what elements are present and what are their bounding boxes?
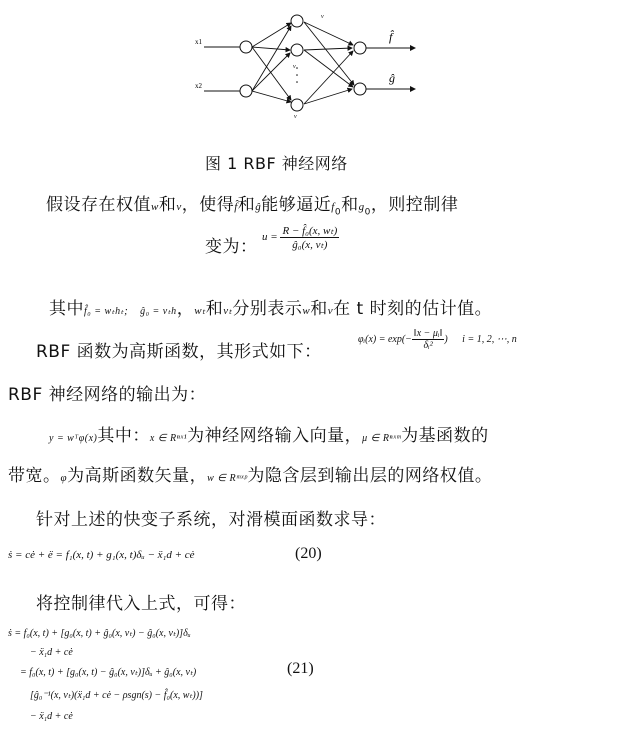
symbol-ghat: ĝ xyxy=(255,201,262,213)
para1-and-2: 和 xyxy=(237,195,256,215)
gaussian-numerator: ‖x − μᵢ‖ xyxy=(413,328,443,339)
para5-text-2: 为神经网络输入向量， xyxy=(187,426,363,446)
equation-20: ṡ = cė + ë = f₁(x, t) + g₁(x, t)δᵤ − ẍ₁d + cė xyxy=(8,549,195,561)
output-node-2 xyxy=(354,83,366,95)
symbol-g0: g xyxy=(358,201,365,213)
network-output-equation: y = wᵀφ(x) xyxy=(49,433,98,444)
para1-and-3: 和 xyxy=(341,195,359,215)
symbol-g0-sub: 0 xyxy=(364,207,371,218)
symbol-v: v xyxy=(176,201,182,213)
para1-line1 xyxy=(46,190,458,217)
hidden-label-1: v xyxy=(321,14,324,20)
para1-text-b: ，使得 xyxy=(181,195,235,215)
symbol-w: w xyxy=(151,201,159,213)
para5-line2 xyxy=(8,461,492,486)
output-label-f: f̂ xyxy=(389,30,393,44)
para5-text-5: 为高斯函数矢量， xyxy=(67,466,208,486)
equation-21-line-5: − ẍ₁d + cė xyxy=(30,711,73,722)
input-label-x1: x1 xyxy=(195,38,202,46)
equation-21-line-2: − ẍ₁d + cė xyxy=(30,647,73,658)
output-label-g: ĝ xyxy=(389,71,395,85)
para1-and-1: 和 xyxy=(158,195,177,215)
para7-text: 将控制律代入上式，可得： xyxy=(36,594,246,614)
hidden-node-2 xyxy=(291,44,303,56)
para1-text-d: ，则控制律 xyxy=(370,195,459,215)
gaussian-lhs: φᵢ(x) = exp(− xyxy=(358,333,412,345)
para4-text: RBF 神经网络的输出为： xyxy=(8,385,207,405)
para5-text-1: 其中： xyxy=(97,426,150,446)
hidden-node-1 xyxy=(291,15,303,27)
symbol-f0-sub: 0 xyxy=(334,207,342,218)
mu-domain: μ ∈ Rⁿˣᵐ xyxy=(362,433,402,444)
input-label-x2: x2 xyxy=(195,82,202,90)
equation-21-line-1: ṡ = f₀(x, t) + [g₀(x, t) + ĝ₀(x, vₜ) − ĝ₀(x, vₜ)]δᵤ xyxy=(8,628,191,639)
gaussian-close: ) xyxy=(444,333,448,345)
input-node-2 xyxy=(240,85,252,97)
para5-text-6: 为隐含层到输出层的网络权值。 xyxy=(247,466,493,486)
hidden-label-2: v xyxy=(293,64,296,70)
equation-21-number: (21) xyxy=(287,660,314,677)
gaussian-denominator: δᵢ² xyxy=(423,340,433,351)
input-vector-domain: x ∈ Rⁿˣ¹ xyxy=(149,433,188,444)
estimate-f-definition: f̂₀ = wₜhₜ xyxy=(84,306,125,317)
estimate-g-definition: ĝ₀ = vₜh xyxy=(140,306,177,317)
para2-comma: ， xyxy=(176,299,195,319)
para1-text-a: 假设存在权值 xyxy=(46,195,151,215)
para1-line2: 变为： xyxy=(205,237,258,257)
control-law-equation xyxy=(262,224,339,251)
para5-text-3: 为基函数的 xyxy=(401,426,489,446)
input-hidden-connections xyxy=(252,23,291,102)
figure-caption: 图 1 RBF 神经网络 xyxy=(205,154,348,173)
rbf-network-diagram xyxy=(190,8,430,123)
para1-text-c: 能够逼近 xyxy=(261,195,332,215)
para2-line xyxy=(49,294,492,319)
hidden-output-connections xyxy=(304,22,354,104)
symbol-wt: wₜ xyxy=(194,305,206,317)
control-law-fraction xyxy=(280,224,339,251)
equation-21-line-4: [ĝ₀⁻¹(x, vₜ)(ẍ₁d + cė − ρsgn(s) − f̂₀(x, wₜ))] xyxy=(30,690,203,701)
control-law-denominator: ĝ₀(x, vₜ) xyxy=(292,239,328,251)
symbol-phi: φ xyxy=(60,472,68,484)
control-law-numerator: R − f̂₀(x, wₜ) xyxy=(282,225,338,237)
gaussian-equation xyxy=(358,328,517,351)
para2-and-2: 和 xyxy=(310,299,328,319)
input-node-1 xyxy=(240,41,252,53)
para2-and-1: 和 xyxy=(205,299,224,319)
para2-text-1: 分别表示 xyxy=(232,299,303,319)
weight-domain: w ∈ Rᵐˣᵖ xyxy=(207,473,248,484)
para5-text-4: 带宽。 xyxy=(8,466,61,486)
symbol-f0: f xyxy=(331,201,335,213)
hidden-ellipsis xyxy=(296,67,298,83)
equation-20-number: (20) xyxy=(295,545,322,562)
symbol-fhat: f̂ xyxy=(234,201,238,213)
control-law-lhs: u = xyxy=(262,231,278,244)
para6-text: 针对上述的快变子系统，对滑模面函数求导： xyxy=(36,510,386,530)
output-node-1 xyxy=(354,42,366,54)
equation-21-line-3: = f₀(x, t) + [g₀(x, t) − ĝ₀(x, vₜ)]δᵤ + ĝ₀(x, vₜ) xyxy=(20,667,197,678)
gaussian-index-range: i = 1, 2, ⋯, n xyxy=(462,333,517,345)
para3-text: RBF 函数为高斯函数，其形式如下： xyxy=(36,342,322,362)
gaussian-fraction xyxy=(412,328,444,351)
para5-line1 xyxy=(49,421,489,446)
para2-separator: ; xyxy=(124,305,129,317)
para2-text-2: 在 t 时刻的估计值。 xyxy=(333,299,493,319)
para2-symbol-w: w xyxy=(302,305,311,317)
symbol-vt: vₜ xyxy=(223,305,233,317)
hidden-label-3: v xyxy=(294,114,297,120)
hidden-node-3 xyxy=(291,99,303,111)
para2-symbol-v: v xyxy=(327,305,334,317)
para2-lead: 其中 xyxy=(49,299,84,319)
